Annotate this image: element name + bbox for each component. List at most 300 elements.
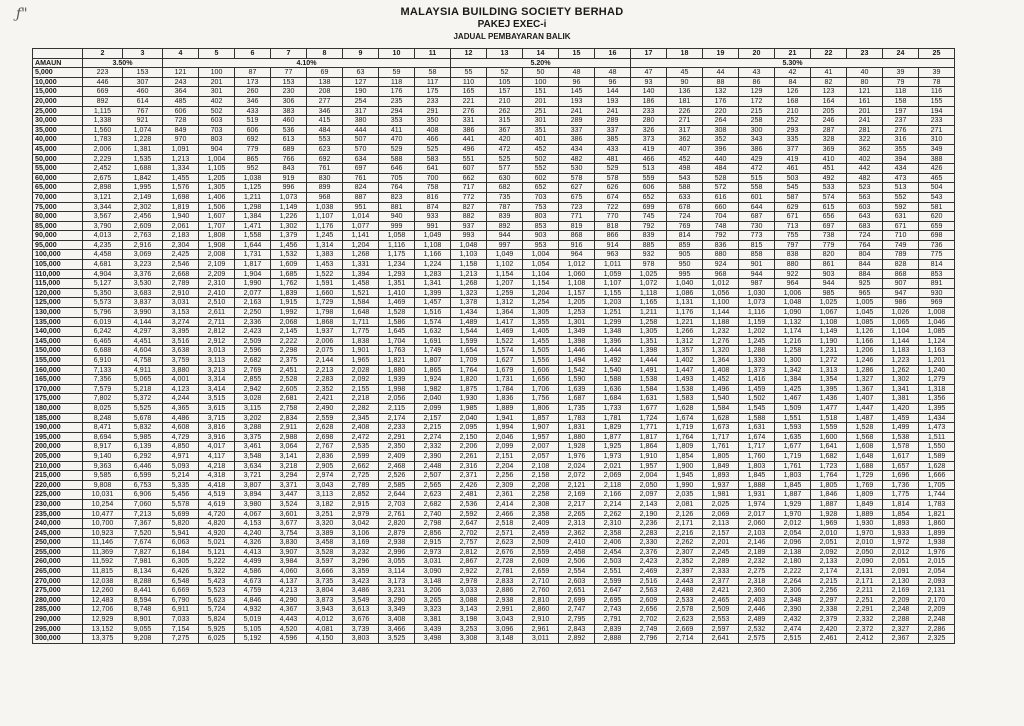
installment-cell: 2,286 xyxy=(919,624,955,634)
installment-cell: 3,754 xyxy=(271,528,307,538)
installment-cell: 1,568 xyxy=(847,432,883,442)
installment-cell: 749 xyxy=(883,240,919,250)
year-header: 7 xyxy=(271,49,307,59)
installment-cell: 858 xyxy=(739,250,775,260)
installment-cell: 2,757 xyxy=(451,538,487,548)
installment-cell: 1,471 xyxy=(235,221,271,231)
installment-cell: 1,453 xyxy=(307,260,343,270)
installment-cell: 1,118 xyxy=(631,288,667,298)
table-row xyxy=(33,308,955,318)
table-row xyxy=(33,269,955,279)
loan-amount: 75,000 xyxy=(33,202,83,212)
installment-cell: 5,941 xyxy=(163,528,199,538)
installment-cell: 383 xyxy=(271,106,307,116)
installment-cell: 2,069 xyxy=(703,509,739,519)
installment-cell: 529 xyxy=(595,164,631,174)
installment-cell: 1,717 xyxy=(739,442,775,452)
installment-cell: 1,406 xyxy=(199,192,235,202)
installment-cell: 1,771 xyxy=(631,423,667,433)
installment-cell: 3,894 xyxy=(235,490,271,500)
installment-cell: 2,532 xyxy=(739,624,775,634)
installment-cell: 3,013 xyxy=(199,346,235,356)
table-row xyxy=(33,576,955,586)
installment-cell: 1,012 xyxy=(703,279,739,289)
installment-cell: 1,144 xyxy=(883,336,919,346)
installment-cell: 1,904 xyxy=(235,269,271,279)
installment-cell: 3,567 xyxy=(83,212,123,222)
installment-cell: 221 xyxy=(451,96,487,106)
installment-cell: 697 xyxy=(811,221,847,231)
installment-cell: 2,791 xyxy=(595,615,631,625)
installment-cell: 3,148 xyxy=(487,634,523,644)
installment-cell: 326 xyxy=(631,125,667,135)
installment-cell: 4,608 xyxy=(163,423,199,433)
installment-cell: 748 xyxy=(703,221,739,231)
installment-cell: 287 xyxy=(811,125,847,135)
installment-cell: 3,414 xyxy=(199,384,235,394)
installment-cell: 533 xyxy=(811,183,847,193)
installment-cell: 452 xyxy=(523,144,559,154)
installment-cell: 1,258 xyxy=(631,317,667,327)
loan-amount: 280,000 xyxy=(33,595,83,605)
installment-cell: 1,157 xyxy=(559,288,595,298)
loan-amount: 130,000 xyxy=(33,308,83,318)
installment-cell: 644 xyxy=(739,202,775,212)
table-row xyxy=(33,490,955,500)
installment-cell: 9,363 xyxy=(83,461,123,471)
table-row xyxy=(33,240,955,250)
year-header: 6 xyxy=(235,49,271,59)
loan-amount: 245,000 xyxy=(33,528,83,538)
installment-cell: 2,008 xyxy=(199,250,235,260)
installment-cell: 9,055 xyxy=(123,624,163,634)
installment-cell: 2,839 xyxy=(595,624,631,634)
installment-cell: 1,351 xyxy=(379,279,415,289)
loan-amount: 235,000 xyxy=(33,509,83,519)
installment-cell: 1,632 xyxy=(415,327,451,337)
installment-cell: 44 xyxy=(703,68,739,78)
installment-cell: 2,867 xyxy=(451,557,487,567)
installment-cell: 3,943 xyxy=(307,605,343,615)
installment-cell: 2,245 xyxy=(703,547,739,557)
installment-cell: 4,318 xyxy=(199,471,235,481)
installment-cell: 2,222 xyxy=(271,336,307,346)
installment-cell: 1,677 xyxy=(631,403,667,413)
installment-cell: 861 xyxy=(811,260,847,270)
installment-cell: 9,208 xyxy=(123,634,163,644)
installment-cell: 492 xyxy=(811,173,847,183)
installment-cell: 7,981 xyxy=(123,557,163,567)
installment-cell: 2,222 xyxy=(775,567,811,577)
installment-cell: 1,425 xyxy=(775,384,811,394)
installment-cell: 388 xyxy=(919,154,955,164)
installment-cell: 4,758 xyxy=(123,356,163,366)
installment-cell: 4,920 xyxy=(199,528,235,538)
installment-cell: 2,515 xyxy=(775,634,811,644)
installment-cell: 1,293 xyxy=(379,269,415,279)
installment-cell: 2,054 xyxy=(775,528,811,538)
installment-cell: 1,756 xyxy=(523,394,559,404)
installment-cell: 3,042 xyxy=(343,519,379,529)
table-row xyxy=(33,87,955,97)
year-header: 22 xyxy=(811,49,847,59)
installment-cell: 2,332 xyxy=(847,615,883,625)
installment-cell: 88 xyxy=(703,77,739,87)
installment-cell: 513 xyxy=(883,183,919,193)
installment-cell: 3,873 xyxy=(307,595,343,605)
installment-cell: 2,469 xyxy=(631,567,667,577)
installment-cell: 3,265 xyxy=(415,595,451,605)
installment-cell: 52 xyxy=(487,68,523,78)
installment-cell: 1,589 xyxy=(919,451,955,461)
installment-cell: 8,288 xyxy=(123,576,163,586)
installment-cell: 1,849 xyxy=(703,461,739,471)
installment-cell: 386 xyxy=(451,125,487,135)
installment-cell: 1,518 xyxy=(811,413,847,423)
installment-cell: 970 xyxy=(163,135,199,145)
installment-cell: 2,489 xyxy=(739,615,775,625)
installment-cell: 3,530 xyxy=(123,279,163,289)
installment-cell: 87 xyxy=(235,68,271,78)
installment-cell: 1,327 xyxy=(847,375,883,385)
company-title: MALAYSIA BUILDING SOCIETY BERHAD xyxy=(400,6,624,18)
installment-cell: 2,166 xyxy=(595,490,631,500)
installment-cell: 2,145 xyxy=(271,327,307,337)
installment-cell: 176 xyxy=(703,96,739,106)
installment-cell: 2,758 xyxy=(271,403,307,413)
installment-cell: 12,038 xyxy=(83,576,123,586)
rate-header-row xyxy=(33,58,955,68)
installment-cell: 2,609 xyxy=(523,557,559,567)
installment-cell: 2,348 xyxy=(775,595,811,605)
installment-cell: 1,928 xyxy=(811,509,847,519)
installment-cell: 660 xyxy=(703,202,739,212)
installment-cell: 1,175 xyxy=(379,250,415,260)
installment-cell: 853 xyxy=(523,221,559,231)
installment-cell: 2,810 xyxy=(523,595,559,605)
installment-cell: 1,176 xyxy=(667,308,703,318)
installment-cell: 426 xyxy=(919,164,955,174)
installment-cell: 1,251 xyxy=(595,308,631,318)
installment-cell: 2,174 xyxy=(379,413,415,423)
installment-cell: 1,301 xyxy=(559,317,595,327)
installment-cell: 2,010 xyxy=(847,538,883,548)
installment-cell: 151 xyxy=(523,87,559,97)
installment-cell: 704 xyxy=(703,212,739,222)
installment-cell: 233 xyxy=(631,106,667,116)
installment-cell: 2,714 xyxy=(667,634,703,644)
installment-cell: 1,599 xyxy=(451,336,487,346)
installment-cell: 1,990 xyxy=(235,279,271,289)
installment-cell: 1,149 xyxy=(271,202,307,212)
installment-cell: 3,395 xyxy=(163,327,199,337)
installment-cell: 3,115 xyxy=(235,403,271,413)
installment-cell: 3,638 xyxy=(163,346,199,356)
installment-cell: 1,576 xyxy=(163,183,199,193)
installment-cell: 48 xyxy=(559,68,595,78)
installment-cell: 2,206 xyxy=(451,442,487,452)
installment-cell: 2,216 xyxy=(667,528,703,538)
table-row xyxy=(33,461,955,471)
installment-cell: 2,115 xyxy=(379,403,415,413)
installment-cell: 1,590 xyxy=(559,375,595,385)
installment-cell: 1,234 xyxy=(379,260,415,270)
installment-cell: 4,244 xyxy=(163,394,199,404)
loan-amount: 85,000 xyxy=(33,221,83,231)
installment-cell: 1,381 xyxy=(883,394,919,404)
loan-amount: 45,000 xyxy=(33,144,83,154)
installment-cell: 2,306 xyxy=(775,586,811,596)
installment-cell: 3,916 xyxy=(199,432,235,442)
installment-cell: 55 xyxy=(451,68,487,78)
installment-cell: 3,198 xyxy=(451,615,487,625)
installment-cell: 2,092 xyxy=(343,375,379,385)
installment-cell: 2,012 xyxy=(883,547,919,557)
installment-cell: 1,447 xyxy=(847,403,883,413)
installment-cell: 2,820 xyxy=(379,519,415,529)
installment-cell: 552 xyxy=(523,164,559,174)
installment-cell: 730 xyxy=(739,221,775,231)
installment-cell: 736 xyxy=(919,240,955,250)
installment-cell: 968 xyxy=(703,269,739,279)
installment-cell: 4,150 xyxy=(307,634,343,644)
installment-cell: 1,814 xyxy=(883,499,919,509)
installment-cell: 907 xyxy=(883,279,919,289)
installment-cell: 121 xyxy=(163,68,199,78)
installment-cell: 1,240 xyxy=(919,365,955,375)
loan-amount: 250,000 xyxy=(33,538,83,548)
installment-cell: 3,371 xyxy=(271,480,307,490)
year-header: 17 xyxy=(631,49,667,59)
installment-cell: 1,673 xyxy=(703,423,739,433)
installment-cell: 8,025 xyxy=(83,403,123,413)
installment-cell: 1,455 xyxy=(523,336,559,346)
installment-cell: 2,310 xyxy=(595,519,631,529)
installment-cell: 1,090 xyxy=(775,308,811,318)
installment-cell: 1,408 xyxy=(703,365,739,375)
installment-cell: 697 xyxy=(343,164,379,174)
installment-cell: 738 xyxy=(811,231,847,241)
installment-cell: 362 xyxy=(847,144,883,154)
installment-cell: 1,058 xyxy=(379,231,415,241)
installment-cell: 47 xyxy=(631,68,667,78)
table-row xyxy=(33,451,955,461)
installment-cell: 4,297 xyxy=(123,327,163,337)
installment-cell: 100 xyxy=(199,68,235,78)
installment-cell: 2,352 xyxy=(307,384,343,394)
installment-cell: 2,264 xyxy=(775,576,811,586)
installment-cell: 444 xyxy=(343,125,379,135)
installment-cell: 4,240 xyxy=(235,528,271,538)
installment-cell: 578 xyxy=(559,173,595,183)
installment-cell: 1,348 xyxy=(595,327,631,337)
installment-cell: 194 xyxy=(919,106,955,116)
installment-cell: 367 xyxy=(487,125,523,135)
installment-cell: 2,812 xyxy=(199,327,235,337)
installment-cell: 1,379 xyxy=(271,231,307,241)
installment-cell: 3,011 xyxy=(523,634,559,644)
installment-cell: 1,100 xyxy=(703,298,739,308)
installment-cell: 1,893 xyxy=(883,519,919,529)
installment-cell: 987 xyxy=(739,279,775,289)
installment-cell: 891 xyxy=(919,279,955,289)
installment-cell: 1,691 xyxy=(415,336,451,346)
installment-cell: 2,599 xyxy=(595,576,631,586)
installment-cell: 713 xyxy=(775,221,811,231)
installment-cell: 1,231 xyxy=(811,346,847,356)
installment-cell: 1,937 xyxy=(307,327,343,337)
installment-cell: 1,941 xyxy=(487,413,523,423)
installment-cell: 3,064 xyxy=(271,442,307,452)
installment-cell: 767 xyxy=(123,106,163,116)
installment-cell: 3,121 xyxy=(83,192,123,202)
loan-amount: 295,000 xyxy=(33,624,83,634)
installment-cell: 1,857 xyxy=(523,413,559,423)
installment-cell: 2,046 xyxy=(487,432,523,442)
installment-cell: 126 xyxy=(775,87,811,97)
installment-cell: 3,141 xyxy=(271,451,307,461)
installment-cell: 3,615 xyxy=(199,403,235,413)
installment-cell: 2,769 xyxy=(235,365,271,375)
installment-cell: 2,421 xyxy=(703,586,739,596)
installment-cell: 4,367 xyxy=(271,605,307,615)
installment-cell: 1,719 xyxy=(775,451,811,461)
installment-cell: 3,837 xyxy=(123,298,163,308)
installment-cell: 1,102 xyxy=(487,260,523,270)
installment-cell: 2,647 xyxy=(451,519,487,529)
installment-cell: 2,236 xyxy=(631,519,667,529)
installment-cell: 952 xyxy=(235,164,271,174)
installment-cell: 1,744 xyxy=(919,490,955,500)
installment-cell: 1,213 xyxy=(451,269,487,279)
installment-cell: 118 xyxy=(379,77,415,87)
installment-cell: 1,809 xyxy=(667,442,703,452)
installment-cell: 1,085 xyxy=(919,327,955,337)
installment-cell: 1,931 xyxy=(739,490,775,500)
installment-cell: 8,748 xyxy=(123,605,163,615)
installment-cell: 140 xyxy=(631,87,667,97)
installment-cell: 2,390 xyxy=(415,451,451,461)
installment-cell: 8,441 xyxy=(123,586,163,596)
table-row xyxy=(33,519,955,529)
installment-cell: 2,563 xyxy=(631,586,667,596)
installment-cell: 230 xyxy=(271,87,307,97)
installment-cell: 331 xyxy=(451,116,487,126)
installment-cell: 441 xyxy=(451,135,487,145)
installment-cell: 2,309 xyxy=(487,480,523,490)
year-header: 19 xyxy=(703,49,739,59)
installment-cell: 155 xyxy=(919,96,955,106)
installment-cell: 307 xyxy=(123,77,163,87)
installment-cell: 2,025 xyxy=(703,499,739,509)
installment-cell: 2,623 xyxy=(487,538,523,548)
installment-cell: 291 xyxy=(415,106,451,116)
installment-cell: 1,049 xyxy=(415,231,451,241)
installment-cell: 1,174 xyxy=(775,327,811,337)
installment-cell: 2,103 xyxy=(739,528,775,538)
installment-cell: 1,395 xyxy=(919,403,955,413)
installment-cell: 1,864 xyxy=(631,442,667,452)
installment-cell: 1,491 xyxy=(631,365,667,375)
table-row xyxy=(33,375,955,385)
installment-cell: 1,302 xyxy=(271,221,307,231)
installment-cell: 1,006 xyxy=(775,288,811,298)
installment-cell: 3,549 xyxy=(343,595,379,605)
installment-cell: 8,901 xyxy=(123,615,163,625)
installment-cell: 819 xyxy=(559,221,595,231)
installment-cell: 246 xyxy=(811,116,847,126)
installment-cell: 1,313 xyxy=(811,365,847,375)
table-row xyxy=(33,327,955,337)
installment-cell: 592 xyxy=(883,202,919,212)
installment-cell: 880 xyxy=(775,260,811,270)
installment-cell: 1,839 xyxy=(271,288,307,298)
installment-cell: 485 xyxy=(163,96,199,106)
installment-cell: 1,522 xyxy=(487,336,523,346)
installment-cell: 1,704 xyxy=(379,336,415,346)
installment-cell: 2,465 xyxy=(703,595,739,605)
installment-cell: 2,330 xyxy=(631,538,667,548)
installment-cell: 1,588 xyxy=(595,375,631,385)
installment-cell: 205 xyxy=(811,106,847,116)
installment-cell: 1,266 xyxy=(667,327,703,337)
installment-cell: 2,170 xyxy=(919,595,955,605)
table-row xyxy=(33,547,955,557)
installment-cell: 5,423 xyxy=(199,576,235,586)
installment-cell: 745 xyxy=(631,212,667,222)
installment-cell: 1,204 xyxy=(343,240,379,250)
installment-cell: 1,469 xyxy=(487,327,523,337)
installment-cell: 3,359 xyxy=(343,567,379,577)
installment-cell: 2,352 xyxy=(667,557,703,567)
installment-cell: 2,451 xyxy=(271,365,307,375)
installment-cell: 1,803 xyxy=(775,471,811,481)
installment-cell: 50 xyxy=(523,68,559,78)
installment-cell: 1,769 xyxy=(847,480,883,490)
installment-cell: 2,211 xyxy=(847,586,883,596)
installment-cell: 2,056 xyxy=(379,394,415,404)
installment-cell: 3,381 xyxy=(415,615,451,625)
installment-cell: 2,233 xyxy=(379,423,415,433)
installment-cell: 3,169 xyxy=(343,538,379,548)
installment-cell: 1,995 xyxy=(123,183,163,193)
installment-cell: 606 xyxy=(163,106,199,116)
package-subtitle: PAKEJ EXEC-i xyxy=(477,19,547,30)
installment-cell: 703 xyxy=(199,125,235,135)
installment-cell: 460 xyxy=(123,87,163,97)
installment-cell: 724 xyxy=(667,212,703,222)
installment-cell: 3,090 xyxy=(415,567,451,577)
installment-cell: 362 xyxy=(667,135,703,145)
installment-cell: 2,051 xyxy=(811,538,847,548)
installment-cell: 6,688 xyxy=(83,346,123,356)
installment-cell: 105 xyxy=(487,77,523,87)
installment-cell: 4,413 xyxy=(235,547,271,557)
installment-cell: 2,443 xyxy=(667,576,703,586)
installment-cell: 1,205 xyxy=(559,298,595,308)
installment-cell: 4,850 xyxy=(163,442,199,452)
installment-cell: 473 xyxy=(883,173,919,183)
installment-cell: 10,700 xyxy=(83,519,123,529)
installment-cell: 1,842 xyxy=(123,173,163,183)
year-header: 4 xyxy=(163,49,199,59)
installment-cell: 1,030 xyxy=(739,288,775,298)
installment-cell: 415 xyxy=(307,116,343,126)
installment-cell: 5,578 xyxy=(163,499,199,509)
table-row xyxy=(33,116,955,126)
installment-cell: 317 xyxy=(667,125,703,135)
installment-cell: 1,578 xyxy=(883,442,919,452)
